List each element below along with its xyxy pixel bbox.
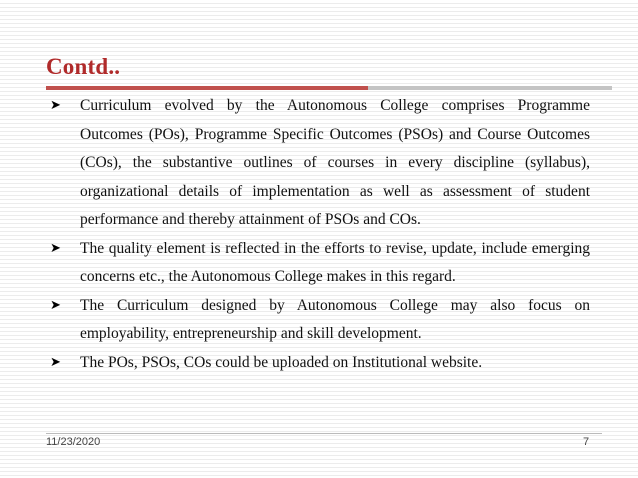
bullet-item: [50, 349, 590, 378]
arrow-bullet-icon: ➤: [50, 297, 61, 313]
title-underline-accent: [46, 86, 368, 90]
bullet-item: [50, 92, 590, 235]
arrow-bullet-icon: ➤: [50, 98, 61, 113]
footer-divider: [46, 433, 602, 434]
bullet-item: [50, 292, 590, 349]
footer-date: 11/23/2020: [46, 436, 101, 448]
bullet-text: Curriculum evolved by the Autonomous College comprises Programme Outcomes (POs), Programme Specific Outcomes (PSOs) and Course Outcomes (COs), the substantive outlines of courses in every discipline (syllabus), organizational details of implementation as well as assessment of student performance and thereby attainment of PSOs and COs.: [80, 97, 590, 228]
bullet-list: [50, 92, 590, 377]
title-underline-secondary: [368, 86, 612, 90]
page-number: 7: [583, 436, 590, 448]
bullet-text: The Curriculum designed by Autonomous College may also focus on employability, entrepreneurship and skill development.: [80, 296, 590, 342]
bullet-text: The quality element is reflected in the efforts to revise, update, include emerging concerns etc., the Autonomous College makes in this regard.: [80, 239, 590, 285]
bullet-item: [50, 235, 590, 292]
bullet-text: The POs, PSOs, COs could be uploaded on Institutional website.: [80, 353, 483, 371]
arrow-bullet-icon: ➤: [50, 240, 61, 256]
arrow-bullet-icon: ➤: [50, 354, 61, 370]
slide-title: Contd..: [46, 54, 121, 79]
